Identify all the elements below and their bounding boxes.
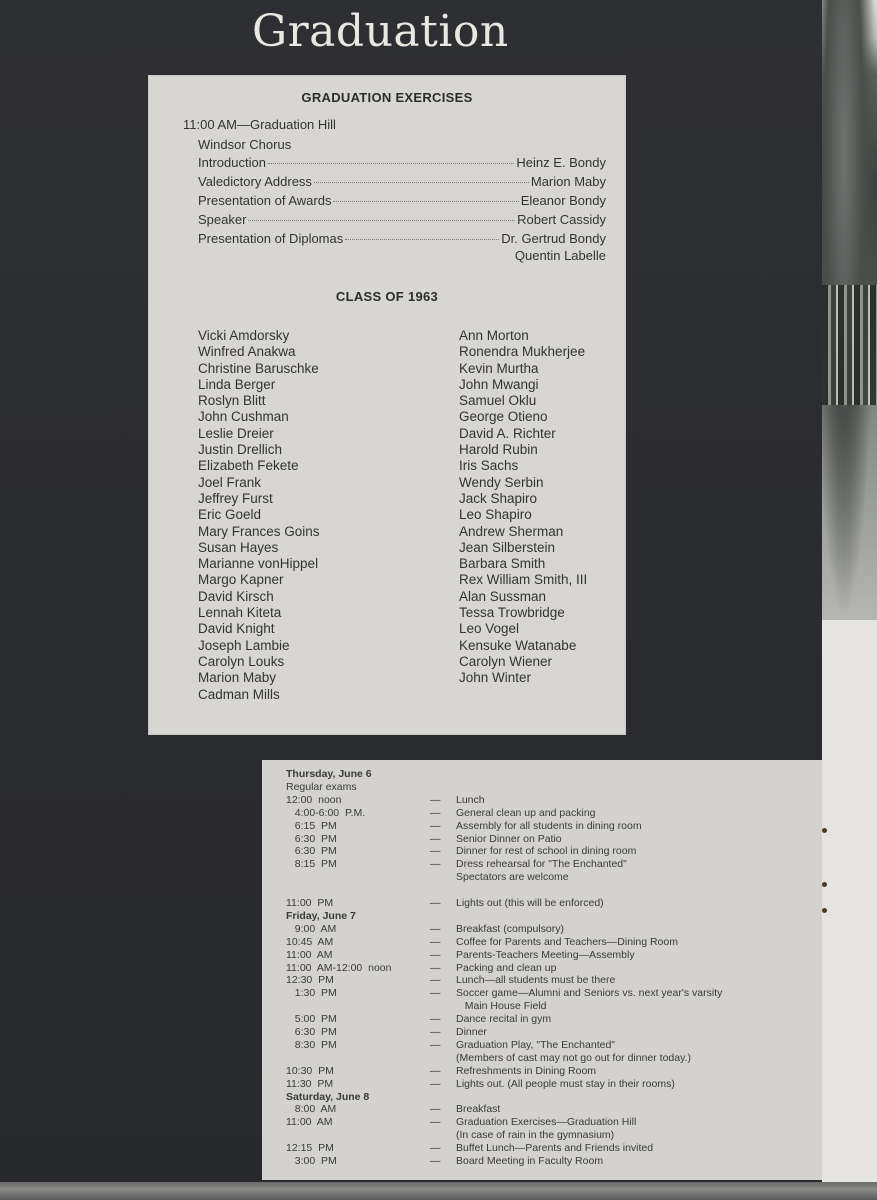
- graduation-schedule-card: [262, 760, 822, 1180]
- graduate-name: Ann Morton: [459, 328, 529, 343]
- program-row-speaker: Marion Maby: [530, 174, 606, 189]
- schedule-event: Buffet Lunch—Parents and Friends invited: [456, 1142, 654, 1155]
- page-margin: [822, 620, 877, 1182]
- graduate-name: Ronendra Mukherjee: [459, 344, 586, 360]
- program-row-speaker: Dr. Gertrud Bondy: [501, 231, 606, 246]
- program-row: [198, 174, 606, 192]
- schedule-dash: —: [430, 1026, 441, 1038]
- dot-leader: [314, 182, 529, 183]
- schedule-dash: —: [430, 1155, 441, 1167]
- schedule-time: 3:00 PM: [286, 1155, 337, 1167]
- schedule-dash: —: [430, 1116, 441, 1129]
- graduate-name: Iris Sachs: [459, 458, 519, 474]
- schedule-dash: —: [430, 1064, 441, 1077]
- schedule-event: Soccer game—Alumni and Seniors vs. next year's varsity: [456, 987, 723, 1000]
- graduate-name: Vicki Amdorsky: [198, 328, 290, 343]
- schedule-entry: [262, 1155, 822, 1168]
- binder-hole: [822, 908, 827, 913]
- schedule-time: 8:00 AM: [286, 1103, 337, 1116]
- graduate-name: Leo Vogel: [459, 621, 520, 637]
- schedule-day-heading: [262, 910, 822, 923]
- graduate-name: David Knight: [198, 621, 275, 637]
- schedule-entry: [262, 833, 822, 846]
- schedule-dash: —: [430, 897, 441, 909]
- schedule-event: Lights out (this will be enforced): [456, 897, 604, 909]
- graduate-name: Eric Goeld: [198, 507, 262, 523]
- schedule-time: 10:30 PM: [286, 1064, 334, 1077]
- dot-leader: [268, 163, 514, 164]
- graduate-name: Margo Kapner: [198, 572, 284, 588]
- graduate-name: Wendy Serbin: [459, 474, 544, 490]
- schedule-entry: [262, 794, 822, 807]
- graduate-name: Marianne vonHippel: [198, 556, 319, 572]
- schedule-time: 11:00 AM-12:00 noon: [286, 961, 392, 974]
- schedule-dash: —: [430, 961, 441, 974]
- schedule-entry: [262, 936, 822, 949]
- class-heading: CLASS OF 1963: [335, 289, 439, 304]
- graduate-name: Joel Frank: [198, 474, 262, 490]
- schedule-dash: —: [430, 845, 441, 858]
- schedule-event: Parents-Teachers Meeting—Assembly: [456, 948, 635, 961]
- graduate-name: John Mwangi: [459, 376, 539, 392]
- schedule-dash: —: [430, 793, 441, 806]
- schedule-entry: [262, 1026, 822, 1039]
- schedule-time: 9:00 AM: [286, 922, 337, 935]
- schedule-entry: [262, 858, 822, 871]
- program-row-label: Presentation of Awards: [198, 193, 332, 208]
- schedule-event: Board Meeting in Faculty Room: [456, 1155, 604, 1167]
- graduate-name: Christine Baruschke: [198, 360, 319, 376]
- graduate-name: Elizabeth Fekete: [198, 458, 299, 474]
- schedule-dash: —: [430, 1013, 441, 1026]
- schedule-event: Graduation Exercises—Graduation Hill: [456, 1116, 637, 1129]
- graduate-name: Jack Shapiro: [459, 490, 538, 506]
- schedule-dash: —: [430, 832, 441, 845]
- schedule-time: 12:30 PM: [286, 974, 334, 987]
- schedule-event: Refreshments in Dining Room: [456, 1064, 597, 1077]
- graduate-name: Linda Berger: [198, 376, 276, 392]
- schedule-event: Lunch: [456, 793, 485, 806]
- graduate-name: David Kirsch: [198, 588, 274, 604]
- schedule-entry: [262, 807, 822, 820]
- program-row-label: Presentation of Diplomas: [198, 231, 344, 246]
- schedule-dash: —: [430, 948, 441, 961]
- graduate-name: Leo Shapiro: [459, 507, 532, 523]
- schedule-time: 6:30 PM: [286, 845, 337, 858]
- schedule-entry: [262, 1116, 822, 1129]
- schedule-time: Regular exams: [286, 780, 357, 793]
- schedule-dash: —: [430, 806, 441, 819]
- graduate-name: Carolyn Wiener: [459, 653, 553, 669]
- schedule-event: Dinner for rest of school in dining room: [456, 845, 637, 858]
- schedule-entry: [262, 923, 822, 936]
- graduate-name: Kevin Murtha: [459, 360, 539, 376]
- graduate-name: Mary Frances Goins: [198, 523, 320, 539]
- program-time-place: 11:00 AM—Graduation Hill: [183, 117, 336, 132]
- schedule-entry: [262, 781, 822, 794]
- schedule-dash: —: [430, 1038, 441, 1051]
- schedule-event: (Members of cast may not go out for dinner today.): [456, 1051, 691, 1064]
- schedule-time: 11:00 AM: [286, 948, 333, 961]
- graduate-name: Susan Hayes: [198, 539, 279, 555]
- program-row: [198, 212, 606, 230]
- schedule-event: Spectators are welcome: [456, 871, 569, 884]
- program-extra-speaker: Quentin Labelle: [514, 248, 606, 263]
- program-row-label: Speaker: [198, 212, 247, 227]
- graduate-name: John Cushman: [198, 409, 289, 425]
- photo-audience: [822, 285, 877, 405]
- schedule-time: Thursday, June 6: [286, 768, 372, 780]
- schedule-time: 6:30 PM: [286, 832, 337, 845]
- program-row-speaker: Heinz E. Bondy: [516, 155, 606, 170]
- schedule-time: 8:30 PM: [286, 1038, 337, 1051]
- graduate-name: Marion Maby: [198, 670, 277, 686]
- graduate-name: John Winter: [459, 670, 532, 686]
- schedule-event: Graduation Play, "The Enchanted": [456, 1038, 616, 1051]
- schedule-event: Senior Dinner on Patio: [456, 832, 562, 845]
- schedule-event: Packing and clean up: [456, 961, 557, 974]
- schedule-time: 11:00 AM: [286, 1116, 333, 1129]
- schedule-time: 6:15 PM: [286, 819, 337, 832]
- program-row: [198, 155, 606, 173]
- schedule-time: 6:30 PM: [286, 1026, 337, 1038]
- graduate-name: George Otieno: [459, 409, 548, 425]
- graduate-name: Barbara Smith: [459, 556, 546, 572]
- dot-leader: [333, 201, 518, 202]
- schedule-dash: —: [430, 819, 441, 832]
- program-row-label: Introduction: [198, 155, 266, 170]
- schedule-event: General clean up and packing: [456, 806, 596, 819]
- schedule-entry: [262, 871, 822, 884]
- graduate-name: Tessa Trowbridge: [459, 605, 565, 621]
- schedule-time: 12:00 noon: [286, 793, 342, 806]
- schedule-entry: [262, 962, 822, 975]
- graduate-name: Leslie Dreier: [198, 425, 274, 441]
- dot-leader: [345, 239, 499, 240]
- schedule-dash: —: [430, 974, 441, 987]
- schedule-event: Coffee for Parents and Teachers—Dining Room: [456, 935, 678, 948]
- graduation-program-card: [148, 75, 626, 735]
- schedule-time: Friday, June 7: [286, 909, 356, 922]
- graduate-name: Lennah Kiteta: [198, 605, 282, 621]
- binder-hole: [822, 882, 827, 887]
- schedule-dash: —: [430, 1077, 441, 1090]
- graduate-name: Winfred Anakwa: [198, 344, 296, 360]
- schedule-time: 10:45 AM: [286, 935, 334, 948]
- schedule-entry: [262, 845, 822, 858]
- page-title: Graduation: [252, 6, 509, 57]
- graduate-name: Samuel Oklu: [459, 393, 537, 409]
- schedule-event: Main House Field: [456, 1000, 547, 1013]
- graduate-name: Joseph Lambie: [198, 637, 290, 653]
- graduate-name: Andrew Sherman: [459, 523, 564, 539]
- program-row-speaker: Robert Cassidy: [517, 212, 606, 227]
- graduate-name: Rex William Smith, III: [459, 572, 588, 588]
- schedule-entry: [262, 1129, 822, 1142]
- schedule-event: (In case of rain in the gymnasium): [456, 1129, 615, 1142]
- dot-leader: [248, 220, 515, 221]
- schedule-entry: [262, 1013, 822, 1026]
- schedule-time: 4:00-6:00 P.M.: [286, 806, 366, 819]
- schedule-entry: [262, 949, 822, 962]
- program-row: [198, 193, 606, 211]
- graduate-name: Harold Rubin: [459, 442, 538, 458]
- graduate-name: David A. Richter: [459, 425, 556, 441]
- schedule-event: Breakfast: [456, 1103, 501, 1116]
- schedule-entry: [262, 1039, 822, 1052]
- schedule-entry: [262, 1078, 822, 1091]
- schedule-event: Lunch—all students must be there: [456, 974, 616, 987]
- graduate-name: Jean Silberstein: [459, 539, 556, 555]
- schedule-dash: —: [430, 987, 441, 1000]
- graduate-name: Alan Sussman: [459, 588, 547, 604]
- schedule-event: Lights out. (All people must stay in their rooms): [456, 1077, 675, 1090]
- schedule-time: 12:15 PM: [286, 1142, 334, 1155]
- schedule-day-heading: [262, 768, 822, 781]
- program-heading: GRADUATION EXERCISES: [301, 90, 473, 105]
- schedule-entry: [262, 897, 822, 910]
- schedule-time: 8:15 PM: [286, 858, 337, 871]
- page-bottom-edge: [0, 1182, 877, 1200]
- schedule-event: Dance recital in gym: [456, 1013, 552, 1026]
- schedule-entry: [262, 987, 822, 1000]
- schedule-entry: [262, 1000, 822, 1013]
- schedule-time: 1:30 PM: [286, 987, 337, 1000]
- schedule-day-heading: [262, 1091, 822, 1104]
- schedule-entry: [262, 1142, 822, 1155]
- schedule-event: Dress rehearsal for "The Enchanted": [456, 858, 627, 871]
- graduate-names-right: [459, 328, 587, 687]
- graduate-name: Kensuke Watanabe: [459, 637, 577, 653]
- graduate-name: Carolyn Louks: [198, 653, 285, 669]
- schedule-dash: —: [430, 935, 441, 948]
- graduate-name: Justin Drellich: [198, 442, 283, 458]
- schedule-entry: [262, 884, 822, 897]
- schedule-entry: [262, 1052, 822, 1065]
- program-row-speaker: Eleanor Bondy: [520, 193, 606, 208]
- schedule-dash: —: [430, 858, 441, 871]
- schedule-dash: —: [430, 1103, 441, 1116]
- schedule-time: 5:00 PM: [286, 1013, 337, 1026]
- graduate-name: Roslyn Blitt: [198, 393, 266, 409]
- schedule-entry: [262, 974, 822, 987]
- schedule-entry: [262, 1065, 822, 1078]
- schedule-entry: [262, 1103, 822, 1116]
- program-row: [198, 231, 606, 249]
- schedule-dash: —: [430, 1142, 441, 1155]
- graduate-name: Cadman Mills: [198, 686, 280, 702]
- schedule-entry: [262, 820, 822, 833]
- schedule-time: Saturday, June 8: [286, 1090, 370, 1103]
- binder-hole: [822, 828, 827, 833]
- schedule-time: 11:30 PM: [286, 1077, 334, 1090]
- program-chorus: Windsor Chorus: [198, 137, 292, 152]
- schedule-event: Assembly for all students in dining room: [456, 819, 642, 832]
- schedule-time: 11:00 PM: [286, 897, 334, 909]
- schedule-event: Dinner: [456, 1026, 487, 1038]
- schedule-dash: —: [430, 922, 441, 935]
- schedule-event: Breakfast (compulsory): [456, 922, 564, 935]
- graduate-names-left: [198, 328, 320, 703]
- program-row-label: Valedictory Address: [198, 174, 312, 189]
- graduate-name: Jeffrey Furst: [198, 490, 273, 506]
